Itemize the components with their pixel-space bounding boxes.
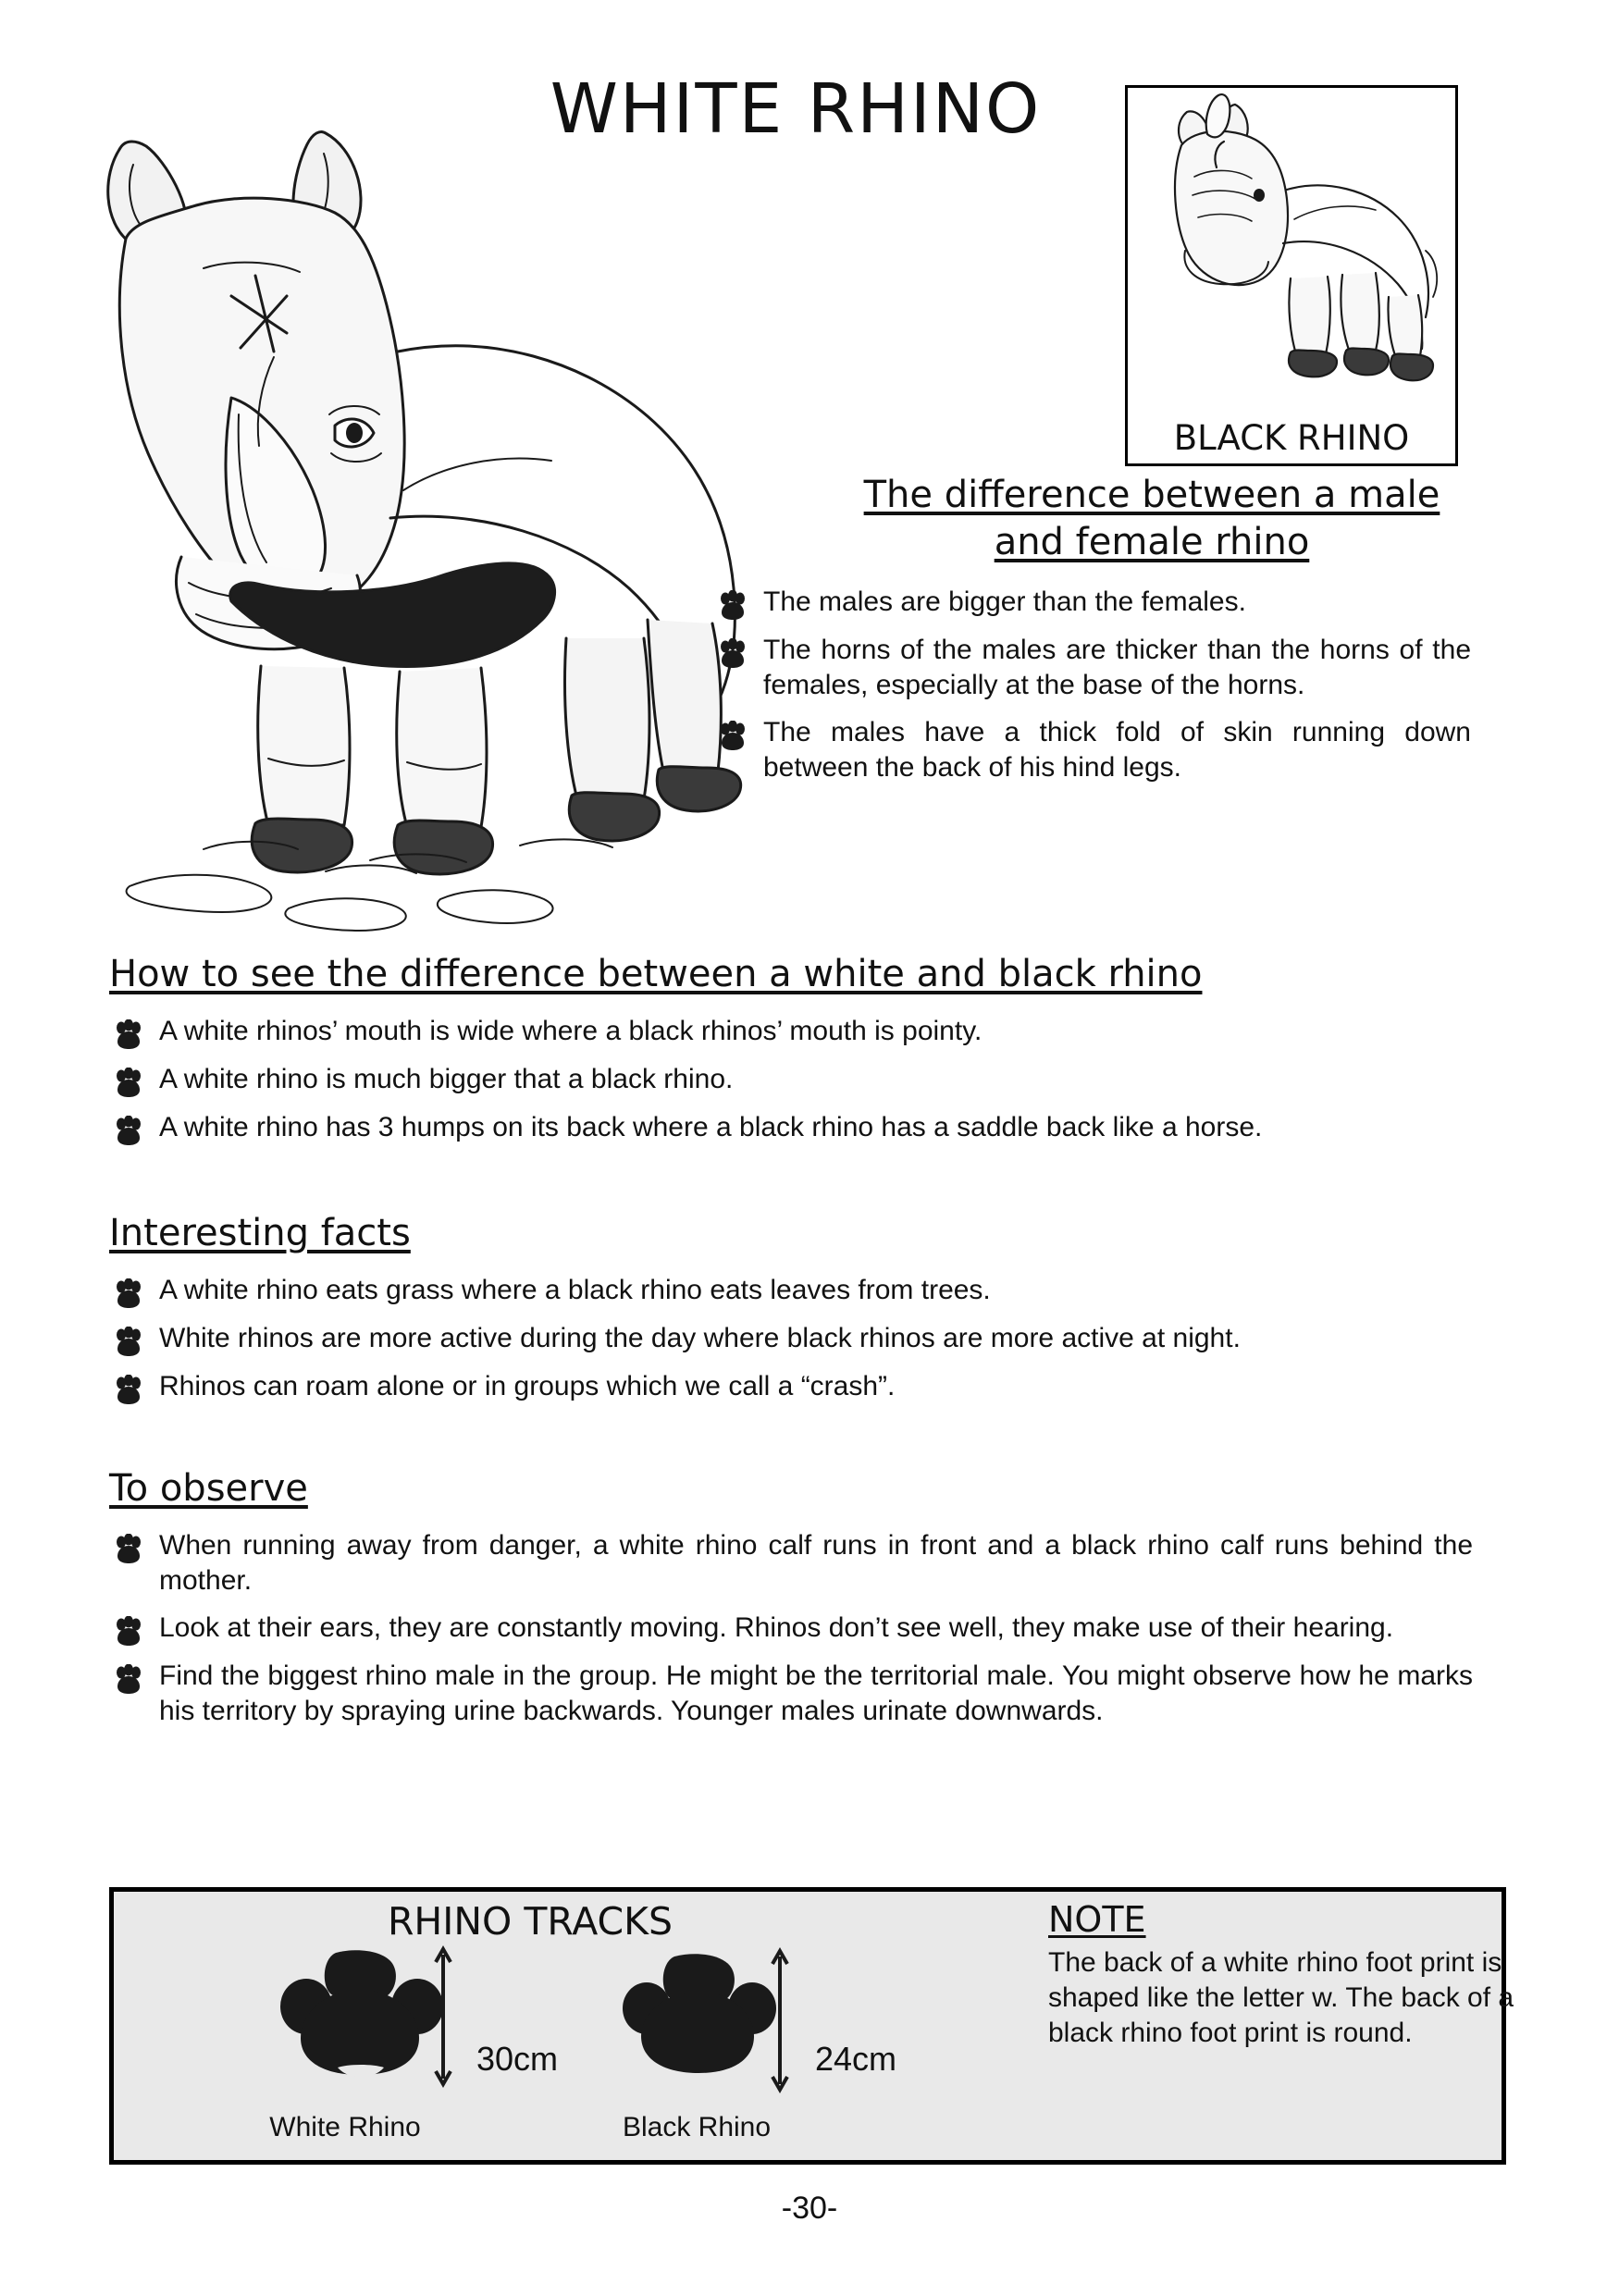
to-observe-list xyxy=(113,1528,1473,1741)
paw-print-icon xyxy=(717,590,748,622)
note-title: NOTE xyxy=(1048,1899,1146,1940)
list-item-text: A white rhino eats grass where a black rhino eats leaves from trees. xyxy=(159,1275,991,1305)
white-rhino-track-label: White Rhino xyxy=(269,2112,421,2142)
paw-print-icon xyxy=(113,1664,144,1696)
list-item-text: White rhinos are more active during the day where black rhinos are more active at night. xyxy=(159,1323,1241,1353)
male-female-heading: The difference between a male and female rhino xyxy=(863,474,1440,564)
paw-print-icon xyxy=(113,1278,144,1310)
paw-print-icon xyxy=(113,1019,144,1051)
list-item xyxy=(717,715,1471,786)
paw-print-icon xyxy=(113,1375,144,1406)
interesting-facts-heading: Interesting facts xyxy=(109,1212,411,1254)
black-rhino-inset xyxy=(1125,85,1458,466)
list-item-text: Rhinos can roam alone or in groups which we call a “crash”. xyxy=(159,1371,896,1401)
list-item-text: A white rhino has 3 humps on its back where a black rhino has a saddle back like a horse. xyxy=(159,1112,1263,1142)
white-vs-black-heading: How to see the difference between a white and black rhino xyxy=(109,953,1203,995)
list-item xyxy=(113,1014,1473,1051)
tracks-title: RHINO TRACKS xyxy=(387,1899,674,1944)
paw-print-icon xyxy=(113,1327,144,1358)
page-title: WHITE RHINO xyxy=(550,69,1042,149)
paw-print-icon xyxy=(113,1616,144,1648)
list-item xyxy=(717,633,1471,704)
list-item-text: The males are bigger than the females. xyxy=(763,586,1246,617)
paw-print-icon xyxy=(113,1068,144,1099)
paw-print-icon xyxy=(113,1116,144,1147)
male-female-list xyxy=(717,585,1471,797)
black-rhino-illustration xyxy=(1128,88,1455,402)
inset-caption: BLACK RHINO xyxy=(1173,418,1410,458)
white-rhino-track-size: 30cm xyxy=(476,2040,559,2078)
list-item xyxy=(113,1528,1473,1599)
white-rhino-track-figure xyxy=(271,1940,502,2116)
page-number: -30- xyxy=(781,2191,838,2226)
paw-print-icon xyxy=(717,721,748,752)
black-rhino-track-size: 24cm xyxy=(815,2040,897,2078)
note-body: The back of a white rhino foot print is shaped like the letter w. The back of a black rhino foot print is round. xyxy=(1048,1947,1514,2048)
list-item-text: The males have a thick fold of skin running down between the back of his hind legs. xyxy=(763,716,1471,784)
interesting-facts-list xyxy=(113,1273,1473,1417)
paw-print-icon xyxy=(717,638,748,670)
list-item xyxy=(113,1062,1473,1099)
list-item xyxy=(113,1321,1473,1358)
list-item xyxy=(113,1369,1473,1406)
list-item xyxy=(113,1611,1473,1648)
rhino-tracks-panel xyxy=(109,1887,1514,2165)
list-item-text: Find the biggest rhino male in the group. He might be the territorial male. You might observe how he marks his territory by spraying urine backwards. Younger males urinate downwards. xyxy=(159,1660,1473,1727)
white-rhino-illustration xyxy=(93,120,759,953)
to-observe-heading: To observe xyxy=(109,1467,308,1510)
list-item-text: A white rhino is much bigger that a black rhino. xyxy=(159,1064,734,1094)
paw-print-icon xyxy=(113,1534,144,1565)
white-vs-black-list xyxy=(113,1014,1473,1158)
black-rhino-track-label: Black Rhino xyxy=(622,2112,772,2142)
list-item xyxy=(717,585,1471,622)
list-item xyxy=(113,1659,1473,1730)
black-rhino-track-figure xyxy=(613,1945,835,2117)
list-item-text: A white rhinos’ mouth is wide where a black rhinos’ mouth is pointy. xyxy=(159,1016,983,1046)
list-item xyxy=(113,1110,1473,1147)
list-item xyxy=(113,1273,1473,1310)
list-item-text: When running away from danger, a white rhino calf runs in front and a black rhino calf runs behind the mother. xyxy=(159,1530,1473,1597)
list-item-text: Look at their ears, they are constantly moving. Rhinos don’t see well, they make use of their hearing. xyxy=(159,1611,1394,1643)
list-item-text: The horns of the males are thicker than the horns of the females, especially at the base of the horns. xyxy=(763,635,1471,701)
